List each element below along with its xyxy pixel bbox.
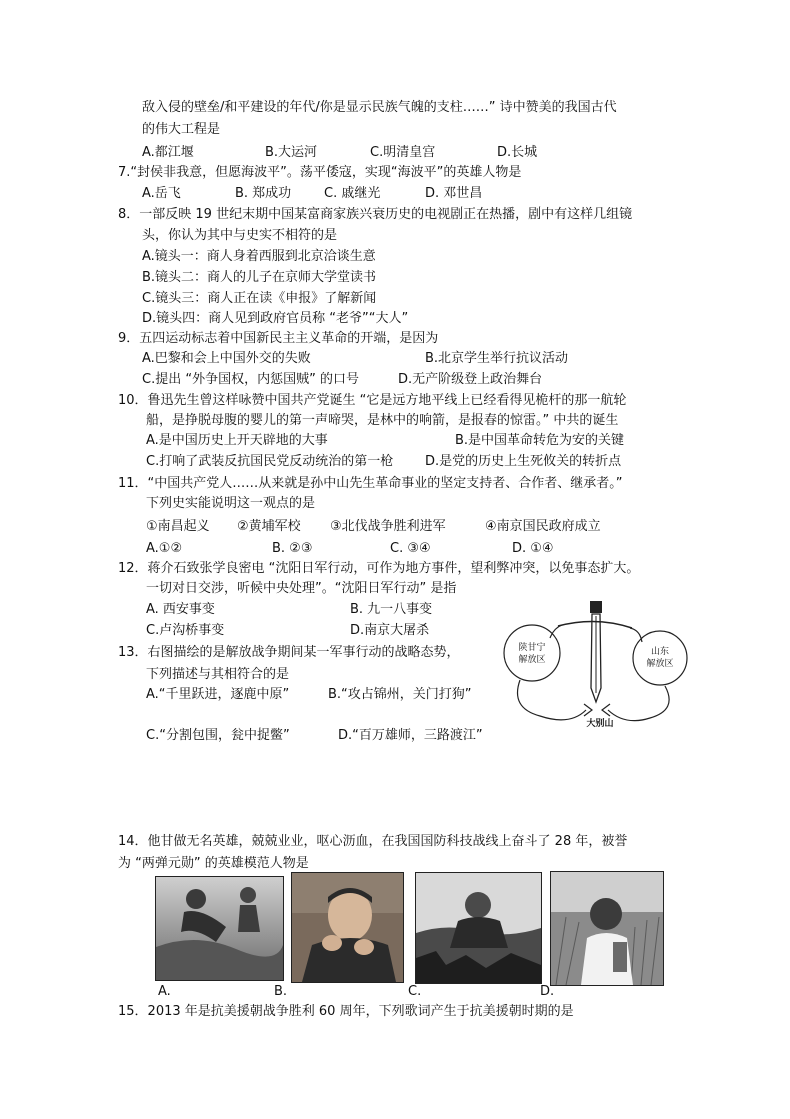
q11-option-a: A.①② (146, 541, 183, 556)
q13-option-d: D.“百万雄师，三路渡江” (338, 728, 483, 743)
right-region-label-2: 解放区 (646, 659, 674, 669)
q8-option-c: C.镜头三：商人正在读《申报》了解新闻 (142, 291, 377, 306)
q11-item-2: ②黄埔军校 (237, 519, 301, 534)
photo-d-label: D. (540, 984, 555, 999)
q6-stem-line1: 敌入侵的壁垒/和平建设的年代/你是显示民族气魄的支柱……” 诗中赞美的我国古代 (142, 100, 617, 115)
photo-b-label: B. (274, 984, 288, 999)
map-crossbar (558, 621, 632, 628)
q13-option-c: C.“分割包围，瓮中捉鳖” (146, 728, 290, 743)
q11-stem-line1: 11．“中国共产党人……从来就是孙中山先生革命事业的坚定支持者、合作者、继承者。” (118, 476, 623, 491)
q9-option-b: B.北京学生举行抗议活动 (425, 351, 569, 366)
q8-stem-line1: 8．一部反映 19 世纪末期中国某富商家族兴衰历史的电视剧正在热播，剧中有这样几组镜 (118, 207, 633, 222)
q13-option-a: A.“千里跃进，逐鹿中原” (146, 687, 290, 702)
q11-item-1: ①南昌起义 (146, 519, 210, 534)
q6-option-a: A.都江堰 (142, 145, 194, 160)
q12-option-a: A. 西安事变 (146, 602, 215, 617)
photo-b (291, 872, 404, 983)
q8-option-b: B.镜头二：商人的儿子在京师大学堂读书 (142, 270, 377, 285)
q10-option-c: C.打响了武装反抗国民党反动统治的第一枪 (146, 454, 394, 469)
q11-stem-line2: 下列史实能说明这一观点的是 (146, 496, 316, 511)
q11-option-c: C. ③④ (390, 541, 431, 556)
q14-stem-line2: 为 “两弹元勋” 的英雄模范人物是 (118, 856, 309, 871)
q13-option-b: B.“攻占锦州，关门打狗” (328, 687, 472, 702)
q10-option-a: A.是中国历史上开天辟地的大事 (146, 433, 328, 448)
q10-stem-line2: 船，是挣脱母腹的婴儿的第一声啼哭，是林中的响箭，是报春的惊雷。” 中共的诞生 (146, 413, 619, 428)
q12-option-d: D.南京大屠杀 (350, 623, 430, 638)
q12-stem-line2: 一切对日交涉，听候中央处理”。“沈阳日军行动” 是指 (146, 581, 457, 596)
q11-item-4: ④南京国民政府成立 (485, 519, 601, 534)
map-arrow-right (608, 686, 669, 721)
q9-option-c: C.提出 “外争国权，内惩国贼” 的口号 (142, 372, 359, 387)
q8-stem-line2: 头，你认为其中与史实不相符的是 (142, 228, 338, 243)
q12-option-b: B. 九一八事变 (350, 602, 433, 617)
q13-stem-line1: 13．右图描绘的是解放战争期间某一军事行动的战略态势， (118, 645, 460, 660)
q7-option-a: A.岳飞 (142, 186, 181, 201)
map-arrow-left (518, 680, 587, 720)
q14-stem-line1: 14．他甘做无名英雄，兢兢业业，呕心沥血，在我国国防科技战线上奋斗了 28 年，被誉 (118, 834, 628, 849)
photo-a-label: A. (158, 984, 171, 999)
map-sword-knob (590, 601, 602, 613)
q6-option-c: C.明清皇宫 (370, 145, 436, 160)
q11-option-d: D. ①④ (512, 541, 554, 556)
photo-c-label: C. (408, 984, 422, 999)
left-region-label-1: 陕甘宁 (518, 643, 546, 653)
q10-option-d: D.是党的历史上生死攸关的转折点 (425, 454, 622, 469)
map-crossbar-left-end (550, 625, 562, 638)
q9-stem: 9．五四运动标志着中国新民主主义革命的开端，是因为 (118, 331, 439, 346)
q9-option-a: A.巴黎和会上中国外交的失败 (142, 351, 311, 366)
q7-option-c: C. 戚继光 (324, 186, 381, 201)
photo-c (415, 872, 542, 984)
q6-stem-line2: 的伟大工程是 (142, 122, 221, 137)
q7-option-d: D. 邓世昌 (425, 186, 483, 201)
q6-option-b: B.大运河 (265, 145, 318, 160)
q11-item-3: ③北伐战争胜利进军 (330, 519, 446, 534)
bottom-region-label: 大别山 (586, 719, 614, 729)
left-region-label-2: 解放区 (518, 655, 546, 665)
q11-option-b: B. ②③ (272, 541, 313, 556)
q15-stem: 15．2013 年是抗美援朝战争胜利 60 周年，下列歌词产生于抗美援朝时期的是 (118, 1004, 574, 1019)
q10-option-b: B.是中国革命转危为安的关键 (455, 433, 625, 448)
q13-stem-line2: 下列描述与其相符合的是 (146, 667, 290, 682)
q12-option-c: C.卢沟桥事变 (146, 623, 225, 638)
strategic-map (500, 598, 690, 738)
q10-stem-line1: 10．鲁迅先生曾这样咏赞中国共产党诞生 “它是远方地平线上已经看得见桅杆的那一航轮 (118, 393, 627, 408)
q9-option-d: D.无产阶级登上政治舞台 (398, 372, 543, 387)
q12-stem-line1: 12．蒋介石致张学良密电 “沈阳日军行动，可作为地方事件，望利弊冲突，以免事态扩大。 (118, 561, 640, 576)
photo-d (550, 871, 664, 986)
q8-option-a: A.镜头一：商人身着西服到北京洽谈生意 (142, 249, 376, 264)
q6-option-d: D.长城 (497, 145, 538, 160)
q8-option-d: D.镜头四：商人见到政府官员称 “老爷”“大人” (142, 311, 409, 326)
right-region-label-1: 山东 (650, 647, 670, 657)
photo-a (155, 876, 284, 981)
q7-stem: 7.“封侯非我意，但愿海波平”。荡平倭寇，实现“海波平”的英雄人物是 (118, 165, 522, 180)
q7-option-b: B. 郑成功 (235, 186, 292, 201)
